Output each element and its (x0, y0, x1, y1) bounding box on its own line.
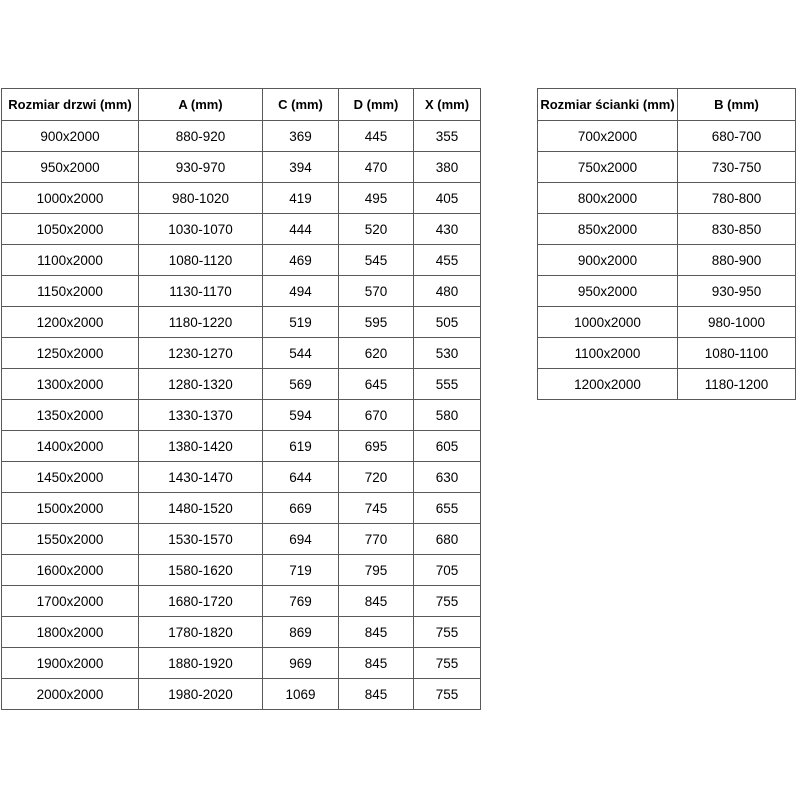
table-cell: 845 (339, 679, 414, 710)
table-cell: 1080-1100 (678, 338, 796, 369)
walls-dimensions-table (537, 88, 796, 400)
table-cell: 594 (263, 400, 339, 431)
table-cell: 1780-1820 (139, 617, 263, 648)
table-cell: 1250x2000 (2, 338, 139, 369)
table-cell: 850x2000 (538, 214, 678, 245)
table-row (538, 214, 796, 245)
table-row (538, 121, 796, 152)
table-cell: 800x2000 (538, 183, 678, 214)
table-row (2, 431, 481, 462)
table-cell: 545 (339, 245, 414, 276)
table-cell: 1530-1570 (139, 524, 263, 555)
table-cell: 980-1000 (678, 307, 796, 338)
table-cell: 1100x2000 (538, 338, 678, 369)
table-cell: 694 (263, 524, 339, 555)
table-cell: 1180-1220 (139, 307, 263, 338)
table-cell: 755 (414, 679, 481, 710)
table-cell: 930-970 (139, 152, 263, 183)
table-cell: 644 (263, 462, 339, 493)
table-cell: 669 (263, 493, 339, 524)
table-cell: 445 (339, 121, 414, 152)
table-cell: 695 (339, 431, 414, 462)
table-cell: 2000x2000 (2, 679, 139, 710)
table-cell: 880-920 (139, 121, 263, 152)
table-cell: 569 (263, 369, 339, 400)
table-cell: 1450x2000 (2, 462, 139, 493)
table-row (2, 617, 481, 648)
doors-table-body (2, 121, 481, 710)
doors-header-x: X (mm) (414, 89, 481, 121)
table-cell: 1350x2000 (2, 400, 139, 431)
table-cell: 1150x2000 (2, 276, 139, 307)
table-row (2, 276, 481, 307)
table-cell: 430 (414, 214, 481, 245)
table-cell: 1400x2000 (2, 431, 139, 462)
table-cell: 719 (263, 555, 339, 586)
table-row (2, 648, 481, 679)
table-row (2, 555, 481, 586)
table-row (2, 400, 481, 431)
table-cell: 1600x2000 (2, 555, 139, 586)
table-cell: 520 (339, 214, 414, 245)
table-cell: 745 (339, 493, 414, 524)
table-cell: 795 (339, 555, 414, 586)
table-row (538, 276, 796, 307)
table-cell: 1680-1720 (139, 586, 263, 617)
table-cell: 1200x2000 (2, 307, 139, 338)
table-cell: 620 (339, 338, 414, 369)
doors-dimensions-table (1, 88, 481, 710)
table-row (2, 586, 481, 617)
table-cell: 670 (339, 400, 414, 431)
table-row (2, 121, 481, 152)
doors-header-c: C (mm) (263, 89, 339, 121)
table-row (2, 183, 481, 214)
table-row (2, 307, 481, 338)
table-cell: 780-800 (678, 183, 796, 214)
table-cell: 505 (414, 307, 481, 338)
table-cell: 1100x2000 (2, 245, 139, 276)
table-cell: 605 (414, 431, 481, 462)
table-cell: 700x2000 (538, 121, 678, 152)
table-row (538, 152, 796, 183)
table-cell: 405 (414, 183, 481, 214)
table-row (2, 338, 481, 369)
table-cell: 680 (414, 524, 481, 555)
walls-table-body (538, 121, 796, 400)
table-cell: 1080-1120 (139, 245, 263, 276)
table-row (2, 369, 481, 400)
table-cell: 655 (414, 493, 481, 524)
table-cell: 1280-1320 (139, 369, 263, 400)
table-row (2, 462, 481, 493)
table-cell: 369 (263, 121, 339, 152)
table-cell: 619 (263, 431, 339, 462)
table-cell: 495 (339, 183, 414, 214)
table-cell: 1300x2000 (2, 369, 139, 400)
table-cell: 755 (414, 586, 481, 617)
table-row (538, 307, 796, 338)
table-cell: 1980-2020 (139, 679, 263, 710)
doors-header-a: A (mm) (139, 89, 263, 121)
table-cell: 519 (263, 307, 339, 338)
table-cell: 1130-1170 (139, 276, 263, 307)
table-cell: 494 (263, 276, 339, 307)
table-cell: 580 (414, 400, 481, 431)
table-cell: 530 (414, 338, 481, 369)
table-cell: 900x2000 (2, 121, 139, 152)
doors-header-size: Rozmiar drzwi (mm) (2, 89, 139, 121)
table-row (2, 214, 481, 245)
table-row (2, 245, 481, 276)
table-cell: 1000x2000 (2, 183, 139, 214)
table-cell: 969 (263, 648, 339, 679)
table-cell: 1430-1470 (139, 462, 263, 493)
table-cell: 680-700 (678, 121, 796, 152)
table-cell: 455 (414, 245, 481, 276)
table-cell: 755 (414, 617, 481, 648)
table-cell: 1000x2000 (538, 307, 678, 338)
table-cell: 595 (339, 307, 414, 338)
table-cell: 1200x2000 (538, 369, 678, 400)
table-cell: 1069 (263, 679, 339, 710)
table-cell: 750x2000 (538, 152, 678, 183)
table-row (2, 679, 481, 710)
table-row (538, 183, 796, 214)
doors-header-d: D (mm) (339, 89, 414, 121)
table-cell: 1800x2000 (2, 617, 139, 648)
walls-header-size: Rozmiar ścianki (mm) (538, 89, 678, 121)
table-cell: 950x2000 (2, 152, 139, 183)
table-cell: 1550x2000 (2, 524, 139, 555)
walls-header-b: B (mm) (678, 89, 796, 121)
table-cell: 645 (339, 369, 414, 400)
table-cell: 720 (339, 462, 414, 493)
table-cell: 480 (414, 276, 481, 307)
table-cell: 830-850 (678, 214, 796, 245)
table-row (2, 493, 481, 524)
table-cell: 1480-1520 (139, 493, 263, 524)
table-cell: 630 (414, 462, 481, 493)
table-cell: 469 (263, 245, 339, 276)
table-cell: 1230-1270 (139, 338, 263, 369)
table-cell: 1580-1620 (139, 555, 263, 586)
table-cell: 1900x2000 (2, 648, 139, 679)
table-cell: 555 (414, 369, 481, 400)
table-cell: 570 (339, 276, 414, 307)
table-cell: 1050x2000 (2, 214, 139, 245)
table-cell: 770 (339, 524, 414, 555)
table-cell: 845 (339, 648, 414, 679)
table-cell: 1030-1070 (139, 214, 263, 245)
table-cell: 380 (414, 152, 481, 183)
table-row (538, 338, 796, 369)
table-cell: 730-750 (678, 152, 796, 183)
table-cell: 1380-1420 (139, 431, 263, 462)
table-row (538, 369, 796, 400)
table-cell: 930-950 (678, 276, 796, 307)
table-cell: 705 (414, 555, 481, 586)
table-row (2, 524, 481, 555)
table-cell: 869 (263, 617, 339, 648)
table-cell: 1700x2000 (2, 586, 139, 617)
table-cell: 950x2000 (538, 276, 678, 307)
table-row (538, 245, 796, 276)
table-cell: 355 (414, 121, 481, 152)
table-cell: 470 (339, 152, 414, 183)
table-cell: 1330-1370 (139, 400, 263, 431)
table-cell: 769 (263, 586, 339, 617)
table-cell: 980-1020 (139, 183, 263, 214)
doors-table-header-row (2, 89, 481, 121)
table-cell: 755 (414, 648, 481, 679)
table-cell: 394 (263, 152, 339, 183)
table-cell: 419 (263, 183, 339, 214)
table-cell: 900x2000 (538, 245, 678, 276)
table-cell: 1180-1200 (678, 369, 796, 400)
table-cell: 845 (339, 617, 414, 648)
table-cell: 444 (263, 214, 339, 245)
table-cell: 1880-1920 (139, 648, 263, 679)
table-cell: 1500x2000 (2, 493, 139, 524)
table-cell: 845 (339, 586, 414, 617)
table-cell: 880-900 (678, 245, 796, 276)
walls-table-header-row (538, 89, 796, 121)
table-cell: 544 (263, 338, 339, 369)
table-row (2, 152, 481, 183)
